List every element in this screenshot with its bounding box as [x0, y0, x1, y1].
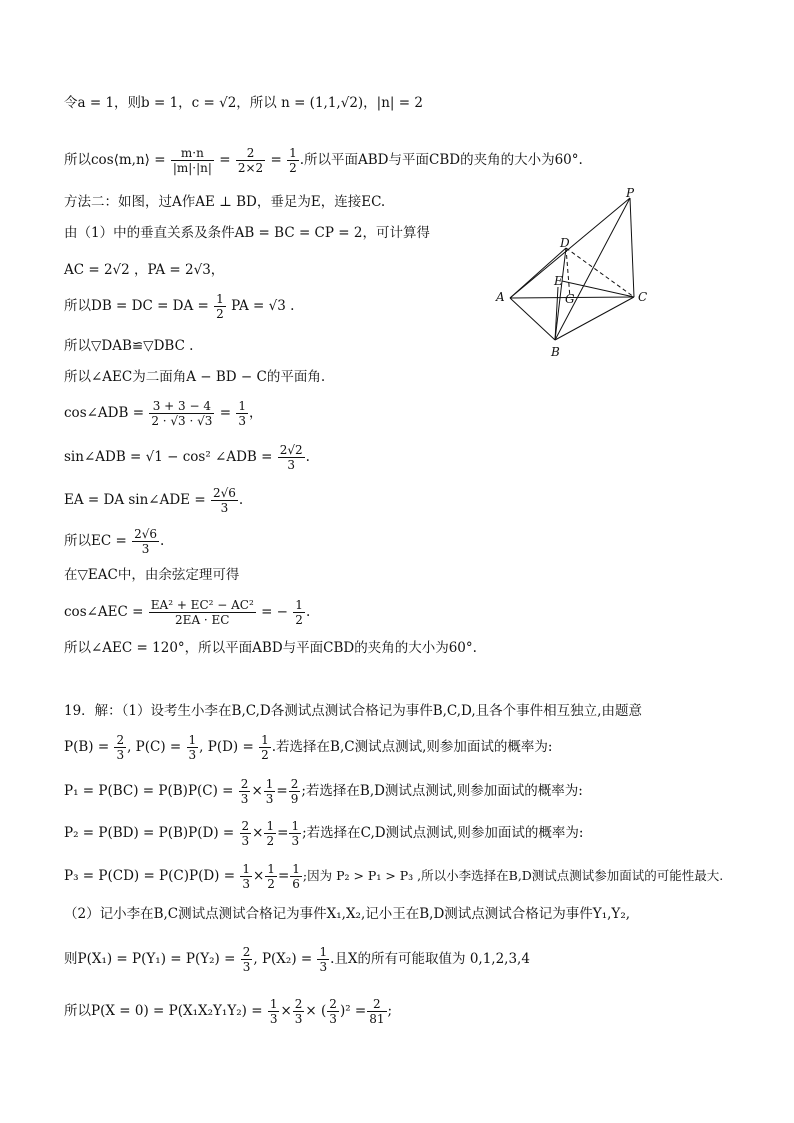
numerator: 3 + 3 − 4	[149, 399, 214, 414]
q19-p3	[64, 862, 723, 891]
text: =	[276, 783, 288, 799]
denominator: 3	[265, 792, 274, 806]
fraction	[278, 443, 305, 472]
text: .	[238, 492, 244, 508]
fraction	[259, 733, 271, 762]
denominator: 3	[240, 792, 249, 806]
denominator: 2	[289, 161, 297, 175]
numerator: 2√6	[212, 486, 236, 500]
fraction	[236, 399, 248, 428]
numerator: 2	[329, 997, 337, 1011]
text: ;因为 P₂ > P₁ > P₃ ,所以小李选择在B,D测试点测试参加面试的可能性最大.	[302, 868, 724, 883]
method2-dihedral: 所以∠AEC为二面角A − BD − C的平面角.	[64, 369, 326, 385]
text: sin∠ADB = √1 − cos² ∠ADB =	[64, 449, 273, 465]
numerator: 1	[319, 945, 328, 959]
denominator: 9	[290, 792, 299, 806]
pyramid-figure	[484, 185, 664, 365]
method2-ac-pa: AC = 2√2 ，PA = 2√3，	[64, 262, 225, 278]
numerator: 1	[238, 399, 246, 413]
fraction	[327, 997, 339, 1026]
numerator: 1	[265, 777, 274, 791]
numerator: 1	[267, 862, 275, 876]
text: =	[277, 825, 289, 841]
text: 所以DB = DC = DA =	[64, 298, 209, 314]
numerator: 2	[367, 997, 386, 1012]
method2-ec	[64, 527, 164, 556]
text: ，	[248, 405, 263, 421]
method2-condition: 由（1）中的垂直关系及条件AB = BC = CP = 2，可计算得	[64, 225, 430, 241]
text: , P(C) =	[127, 739, 182, 755]
text: ×	[280, 1003, 292, 1019]
label-c: C	[638, 290, 648, 304]
text: .所以平面ABD与平面CBD的夹角的大小为60°.	[299, 152, 583, 168]
denominator: 81	[369, 1012, 385, 1026]
fraction	[239, 777, 251, 806]
fraction	[265, 862, 277, 891]
numerator: 1	[216, 292, 224, 306]
denominator: 3	[329, 1012, 337, 1026]
fraction	[367, 997, 386, 1026]
denominator: 2	[266, 834, 275, 848]
text: = −	[261, 604, 288, 620]
method2-cos-adb	[64, 399, 262, 428]
text: P₃ = P(CD) = P(C)P(D) =	[64, 868, 236, 884]
denominator: 3	[319, 960, 328, 974]
text: , P(X₂) =	[253, 951, 313, 967]
text: ×	[252, 825, 264, 841]
numerator: 1	[188, 733, 197, 747]
denominator: 2EA · EC	[175, 613, 230, 627]
text: =	[277, 868, 290, 884]
numerator: 1	[269, 997, 278, 1011]
fraction	[287, 146, 299, 175]
numerator: 2	[242, 945, 251, 959]
text: P₁ = P(BC) = P(B)P(C) =	[64, 783, 234, 799]
fraction	[289, 819, 301, 848]
numerator: 2√2	[279, 443, 303, 457]
fraction	[171, 146, 214, 175]
fraction	[289, 777, 301, 806]
fraction	[268, 997, 280, 1026]
method2-conclusion: 所以∠AEC = 120°，所以平面ABD与平面CBD的夹角的大小为60°.	[64, 640, 477, 656]
method2-db-dc-da	[64, 292, 294, 321]
edge-dg	[566, 248, 570, 298]
denominator: 2×2	[237, 161, 264, 175]
text: EA = DA sin∠ADE =	[64, 492, 206, 508]
text: PA = √3 .	[231, 298, 295, 314]
denominator: 2 · √3 · √3	[151, 414, 213, 428]
denominator: 3	[287, 458, 296, 472]
fraction	[290, 862, 302, 891]
denominator: 2	[261, 748, 269, 762]
text: .且X的所有可能取值为 0,1,2,3,4	[330, 951, 530, 967]
fraction	[187, 733, 199, 762]
text: , P(D) =	[199, 739, 254, 755]
denominator: 3	[291, 834, 300, 848]
text: × (	[305, 1003, 327, 1019]
method2-sin-adb	[64, 443, 310, 472]
label-d: D	[560, 236, 570, 250]
fraction	[241, 945, 253, 974]
text: 所以cos⟨m,n⟩ =	[64, 152, 166, 168]
equals: =	[270, 152, 282, 168]
fraction	[149, 598, 256, 627]
text: P(B) =	[64, 739, 110, 755]
text: cos∠ADB =	[64, 405, 145, 421]
denominator: 2	[295, 613, 303, 627]
denominator: 2	[216, 307, 224, 321]
text: )² =	[339, 1003, 367, 1019]
line-cos-mn	[64, 146, 583, 175]
text: 则P(X₁) = P(Y₁) = P(Y₂) =	[64, 951, 236, 967]
text: .	[160, 533, 165, 549]
method2-intro: 方法二：如图，过A作AE ⊥ BD，垂足为E，连接EC.	[64, 194, 386, 210]
method2-ea	[64, 486, 243, 515]
text: cos∠AEC =	[64, 604, 144, 620]
numerator: 1	[261, 733, 269, 747]
q19-p2	[64, 819, 583, 848]
label-e: E	[554, 274, 563, 288]
denominator: 3	[141, 542, 150, 556]
numerator: 1	[295, 598, 303, 612]
label-g: G	[565, 292, 575, 306]
fraction	[114, 733, 126, 762]
fraction	[236, 146, 265, 175]
text: ×	[252, 868, 265, 884]
fraction	[149, 399, 214, 428]
method2-cosine-law: 在▽EAC中，由余弦定理可得	[64, 567, 240, 583]
denominator: |m|·|n|	[172, 161, 212, 175]
numerator: 2	[290, 777, 299, 791]
denominator: 3	[294, 1012, 303, 1026]
q19-probabilities	[64, 733, 552, 762]
q19-px0	[64, 997, 392, 1026]
text: 所以P(X = 0) = P(X₁X₂Y₁Y₂) =	[64, 1003, 263, 1019]
text: P₂ = P(BD) = P(B)P(D) =	[64, 825, 235, 841]
edge-ab	[510, 298, 555, 340]
q19-part2-intro: （2）记小李在B,C测试点测试合格记为事件X₁,X₂,记小王在B,D测试点测试合格记为事件Y₁,Y₂,	[64, 906, 631, 922]
numerator: 2	[240, 777, 249, 791]
numerator: 2	[241, 819, 250, 833]
q19-p1	[64, 777, 583, 806]
label-a: A	[496, 290, 505, 304]
method2-cos-aec	[64, 598, 310, 627]
denominator: 3	[269, 1012, 278, 1026]
text: .若选择在B,C测试点测试,则参加面试的概率为:	[271, 739, 553, 755]
denominator: 3	[220, 501, 229, 515]
fraction	[132, 527, 159, 556]
text: ×	[251, 783, 263, 799]
text: 所以EC =	[64, 533, 127, 549]
numerator: EA² + EC² − AC²	[150, 598, 254, 612]
text: .	[305, 604, 311, 620]
method2-congruent: 所以▽DAB≌▽DBC .	[64, 338, 194, 354]
equals: =	[219, 152, 231, 168]
fraction	[317, 945, 329, 974]
fraction	[240, 862, 252, 891]
text: ;若选择在B,D测试点测试,则参加面试的概率为:	[301, 783, 583, 799]
fraction	[293, 598, 305, 627]
equals: =	[219, 405, 232, 421]
numerator: 1	[242, 862, 250, 876]
denominator: 3	[188, 748, 197, 762]
q19-intro: 19．解：（1）设考生小李在B,C,D各测试点测试合格记为事件B,C,D,且各个事件相互独立,由题意	[64, 703, 642, 719]
q19-part2-probs	[64, 945, 530, 974]
text: ;若选择在C,D测试点测试,则参加面试的概率为:	[302, 825, 584, 841]
line-n-vector: 令a = 1，则b = 1，c = √2，所以 n = (1,1,√2)，|n| = 2	[64, 95, 423, 111]
denominator: 3	[116, 748, 125, 762]
fraction	[293, 997, 305, 1026]
denominator: 3	[241, 834, 250, 848]
edge-bp	[555, 198, 630, 340]
label-b: B	[551, 345, 560, 359]
numerator: 2	[116, 733, 125, 747]
denominator: 2	[267, 877, 275, 891]
label-p: P	[626, 186, 635, 200]
numerator: 1	[291, 819, 300, 833]
numerator: 1	[289, 146, 297, 160]
denominator: 6	[292, 877, 300, 891]
fraction	[211, 486, 238, 515]
edge-cp	[630, 198, 634, 297]
numerator: m·n	[171, 146, 214, 161]
text: .	[305, 449, 310, 465]
fraction	[264, 819, 276, 848]
fraction	[214, 292, 226, 321]
text: ;	[387, 1003, 393, 1019]
denominator: 3	[242, 960, 251, 974]
numerator: 1	[292, 862, 300, 876]
fraction	[264, 777, 276, 806]
denominator: 3	[238, 414, 246, 428]
fraction	[240, 819, 252, 848]
edge-eb	[555, 287, 558, 340]
numerator: 2√6	[134, 527, 158, 541]
denominator: 3	[242, 877, 250, 891]
numerator: 2	[236, 146, 265, 161]
numerator: 2	[294, 997, 303, 1011]
numerator: 1	[266, 819, 275, 833]
